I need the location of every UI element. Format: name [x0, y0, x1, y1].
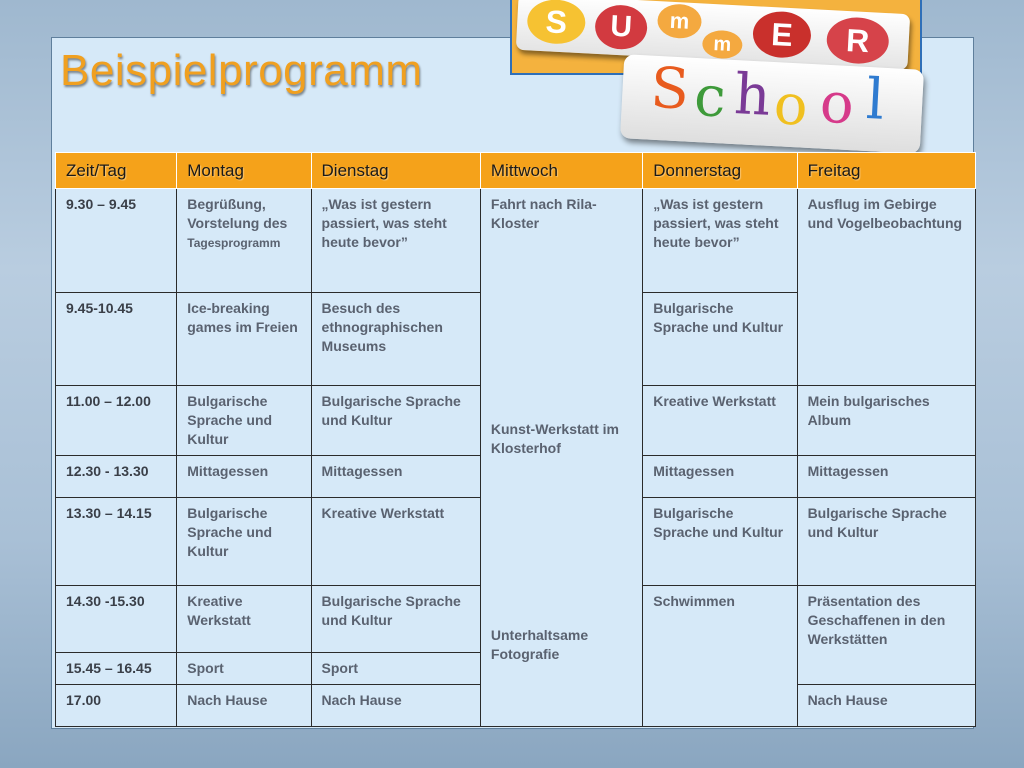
friday-cell-presentation: Präsentation des Geschaffenen in den Werkstätten: [797, 586, 975, 685]
logo-letter-school-h: h: [732, 62, 773, 129]
wednesday-photo-text: Unterhaltsame Fotografie: [490, 626, 589, 662]
monday-cell: Sport: [177, 653, 311, 685]
page-title: Beispielprogramm: [60, 46, 423, 95]
tuesday-cell: Kreative Werkstatt: [311, 498, 480, 586]
monday-cell: Bulgarische Sprache und Kultur: [177, 386, 311, 456]
thursday-cell: Bulgarische Sprache und Kultur: [643, 498, 797, 586]
monday-cell: Bulgarische Sprache und Kultur: [177, 498, 311, 586]
header-thursday: Donnerstag: [643, 153, 797, 189]
tuesday-cell: Sport: [311, 653, 480, 685]
monday-subtext: Tagesprogramm: [187, 236, 281, 250]
friday-cell: Nach Hause: [797, 685, 975, 727]
logo-letter-school-s: S: [648, 55, 691, 123]
time-cell: 14.30 -15.30: [56, 586, 177, 653]
time-cell: 11.00 – 12.00: [56, 386, 177, 456]
time-cell: 13.30 – 14.15: [56, 498, 177, 586]
time-cell: 9.45-10.45: [56, 293, 177, 386]
header-monday: Montag: [177, 153, 311, 189]
tuesday-cell: Bulgarische Sprache und Kultur: [311, 586, 480, 653]
logo-letter-school-l: l: [864, 66, 886, 133]
school-logo-strip: [620, 54, 924, 154]
wednesday-block-2: [480, 420, 642, 727]
monday-cell: Nach Hause: [177, 685, 311, 727]
monday-cell: [177, 189, 311, 293]
monday-cell: Kreative Werkstatt: [177, 586, 311, 653]
logo-letter-m1: m: [657, 3, 703, 39]
logo-letter-m2: m: [702, 29, 743, 59]
logo-letter-school-o1: o: [772, 72, 810, 139]
logo-letter-s: S: [526, 0, 586, 45]
thursday-cell: Kreative Werkstatt: [643, 386, 797, 456]
friday-cell: Mein bulgarisches Album: [797, 386, 975, 456]
tuesday-cell: Besuch des ethnographischen Museums: [311, 293, 480, 386]
wednesday-block-1: Fahrt nach Rila-Kloster: [480, 189, 642, 456]
time-cell: 12.30 - 13.30: [56, 456, 177, 498]
friday-cell: Bulgarische Sprache und Kultur: [797, 498, 975, 586]
table-row: [56, 189, 976, 293]
logo-letter-school-c: c: [692, 63, 728, 131]
tuesday-cell: „Was ist gestern passiert, was steht heute bevor”: [311, 189, 480, 293]
friday-cell-excursion: Ausflug im Gebirge und Vogelbeobachtung: [797, 189, 975, 386]
thursday-cell: Mittagessen: [643, 456, 797, 498]
header-tuesday: Dienstag: [311, 153, 480, 189]
header-wednesday: Mittwoch: [480, 153, 642, 189]
tuesday-cell: Nach Hause: [311, 685, 480, 727]
logo-letter-r: R: [826, 16, 890, 65]
logo-letter-u: U: [594, 4, 648, 51]
header-time: Zeit/Tag: [56, 153, 177, 189]
wednesday-workshop-text: Kunst-Werkstatt im Klosterhof: [490, 420, 619, 456]
friday-cell: Mittagessen: [797, 456, 975, 498]
time-cell: 17.00: [56, 685, 177, 727]
logo-letter-school-o2: o: [818, 70, 856, 138]
table-row: [56, 456, 976, 498]
monday-text: Begrüßung, Vorstelung des: [187, 196, 288, 231]
time-cell: 15.45 – 16.45: [56, 653, 177, 685]
monday-cell: Ice-breaking games im Freien: [177, 293, 311, 386]
logo-letter-e: E: [752, 10, 812, 59]
monday-cell: Mittagessen: [177, 456, 311, 498]
schedule-table: [55, 152, 976, 727]
table-header-row: [56, 153, 976, 189]
header-friday: Freitag: [797, 153, 975, 189]
thursday-cell-swimming: Schwimmen: [643, 586, 797, 727]
thursday-cell: „Was ist gestern passiert, was steht heute bevor”: [643, 189, 797, 293]
time-cell: 9.30 – 9.45: [56, 189, 177, 293]
tuesday-cell: Bulgarische Sprache und Kultur: [311, 386, 480, 456]
thursday-cell: Bulgarische Sprache und Kultur: [643, 293, 797, 386]
tuesday-cell: Mittagessen: [311, 456, 480, 498]
